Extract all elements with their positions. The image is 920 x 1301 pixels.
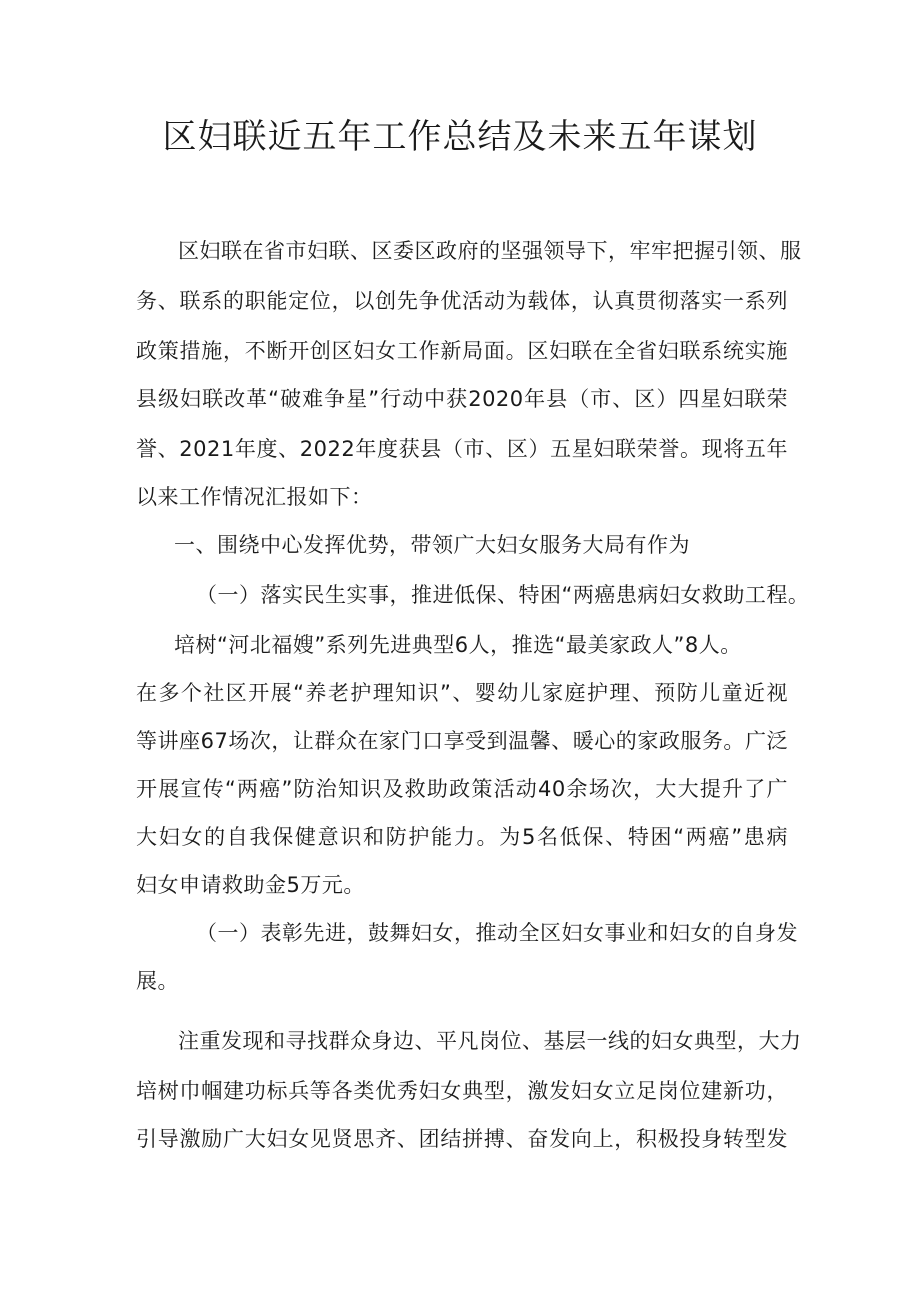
paragraph-line: 等讲座67场次，让群众在家门口享受到温馨、暖心的家政服务。广泛 [136,729,788,753]
paragraph-line: 开展宣传“两癌”防治知识及救助政策活动40余场次，大大提升了广 [136,777,788,801]
paragraph-line: 妇女申请救助金5万元。 [136,873,365,897]
paragraph-line: 培树“河北福嫂”系列先进典型6人，推选“最美家政人”8人。 [174,633,742,657]
paragraph-line: 在多个社区开展“养老护理知识”、婴幼儿家庭护理、预防儿童近视 [136,681,788,705]
paragraph-line: 培树巾帼建功标兵等各类优秀妇女典型，激发妇女立足岗位建新功， [136,1079,788,1103]
subsection-heading: （一）落实民生实事，推进低保、特困“两癌患病妇女救助工程。 [196,583,810,607]
subsection-heading: （一）表彰先进，鼓舞妇女，推动全区妇女事业和妇女的自身发 [196,921,798,945]
paragraph-line: 政策措施，不断开创区妇女工作新局面。区妇联在全省妇联系统实施 [136,339,788,363]
paragraph-line: 誉、2021年度、2022年度获县（市、区）五星妇联荣誉。现将五年 [136,437,788,461]
paragraph-line: 县级妇联改革“破难争星”行动中获2020年县（市、区）四星妇联荣 [136,387,788,411]
paragraph-line: 务、联系的职能定位，以创先争优活动为载体，认真贯彻落实一系列 [136,289,788,313]
paragraph-line: 区妇联在省市妇联、区委区政府的坚强领导下，牢牢把握引领、服 [178,239,802,263]
paragraph-line: 引导激励广大妇女见贤思齐、团结拼搏、奋发向上，积极投身转型发 [136,1127,788,1151]
paragraph-line: 大妇女的自我保健意识和防护能力。为5名低保、特困“两癌”患病 [136,825,788,849]
section-heading: 一、围绕中心发挥优势，带领广大妇女服务大局有作为 [174,533,690,557]
paragraph-line: 以来工作情况汇报如下： [136,485,373,509]
subsection-heading-cont: 展。 [136,969,179,993]
paragraph-line: 注重发现和寻找群众身边、平凡岗位、基层一线的妇女典型，大力 [178,1029,802,1053]
document-title: 区妇联近五年工作总结及未来五年谋划 [162,117,758,157]
